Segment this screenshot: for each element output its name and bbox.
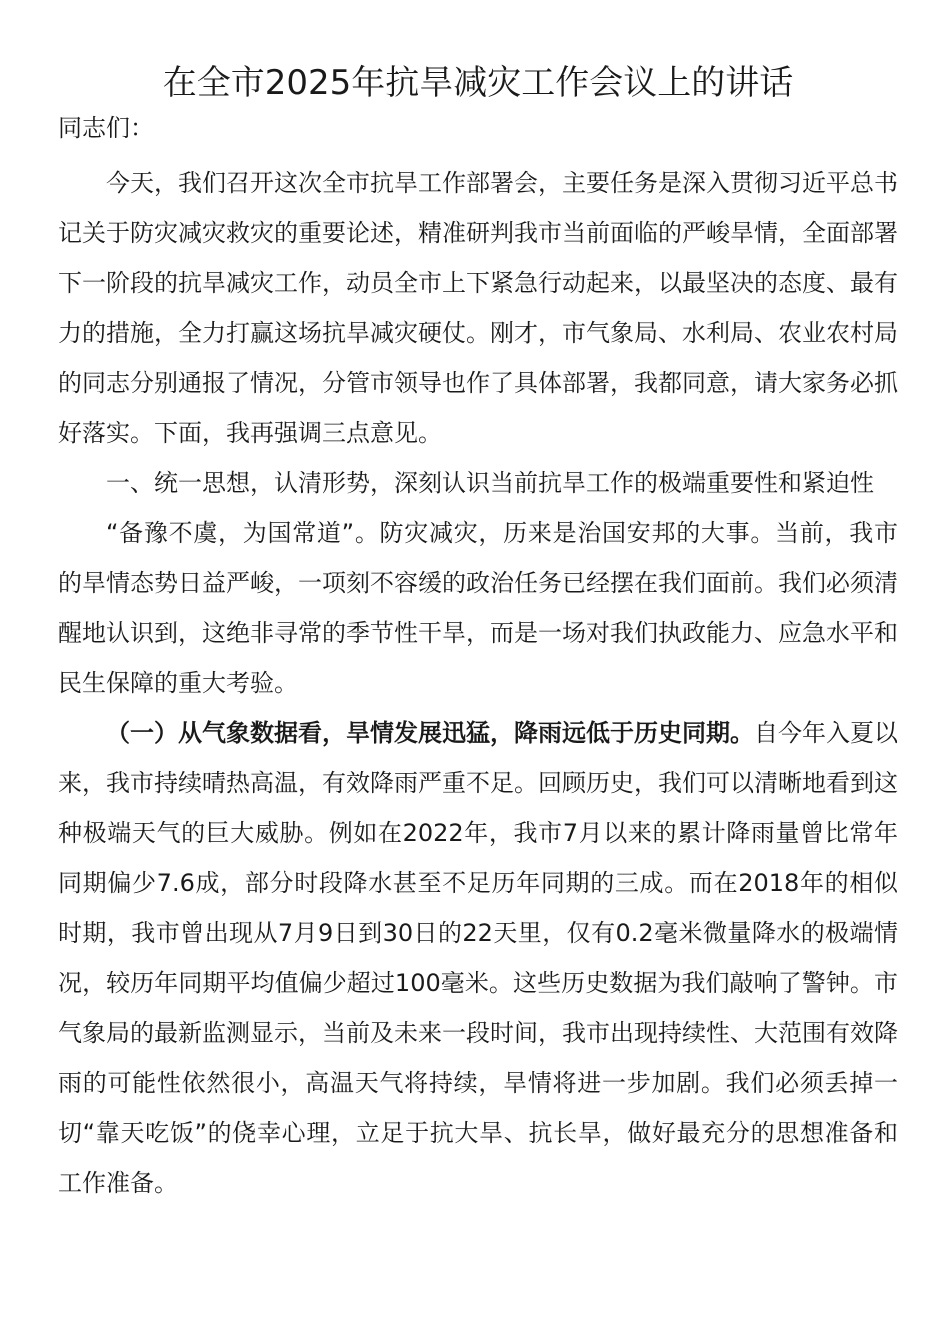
salutation: 同志们：: [58, 114, 154, 142]
paragraph-subsection-1: [58, 708, 898, 1208]
section-heading-1: 一、统一思想，认清形势，深刻认识当前抗旱工作的极端重要性和紧迫性: [106, 469, 874, 497]
subsection-heading-1: （一）从气象数据看，旱情发展迅猛，降雨远低于历史同期。: [106, 719, 754, 747]
paragraph-intro: 今天，我们召开这次全市抗旱工作部署会，主要任务是深入贯彻习近平总书记关于防灾减灾救灾的重要论述，精准研判我市当前面临的严峻旱情，全面部署下一阶段的抗旱减灾工作，动员全市上下紧急行动起来，以最坚决的态度、最有力的措施，全力打赢这场抗旱减灾硬仗。刚才，市气象局、水利局、农业农村局的同志分别通报了情况，分管市领导也作了具体部署，我都同意，请大家务必抓好落实。下面，我再强调三点意见。: [58, 169, 898, 447]
subsection-body-1: 自今年入夏以来，我市持续晴热高温，有效降雨严重不足。回顾历史，我们可以清晰地看到这种极端天气的巨大威胁。例如在2022年，我市7月以来的累计降雨量曾比常年同期偏少7.6成，部分时段降水甚至不足历年同期的三成。而在2018年的相似时期，我市曾出现从7月9日到30日的22天里，仅有0.2毫米微量降水的极端情况，较历年同期平均值偏少超过100毫米。这些历史数据为我们敲响了警钟。市气象局的最新监测显示，当前及未来一段时间，我市出现持续性、大范围有效降雨的可能性依然很小，高温天气将持续，旱情将进一步加剧。我们必须丢掉一切“靠天吃饭”的侥幸心理，立足于抗大旱、抗长旱，做好最充分的思想准备和工作准备。: [58, 719, 898, 1197]
document-page: [58, 58, 898, 1208]
document-title: 在全市2025年抗旱减灾工作会议上的讲话: [162, 63, 794, 103]
paragraph-section-1: “备豫不虞，为国常道”。防灾减灾，历来是治国安邦的大事。当前，我市的旱情态势日益严峻，一项刻不容缓的政治任务已经摆在我们面前。我们必须清醒地认识到，这绝非寻常的季节性干旱，而是一场对我们执政能力、应急水平和民生保障的重大考验。: [58, 519, 898, 697]
